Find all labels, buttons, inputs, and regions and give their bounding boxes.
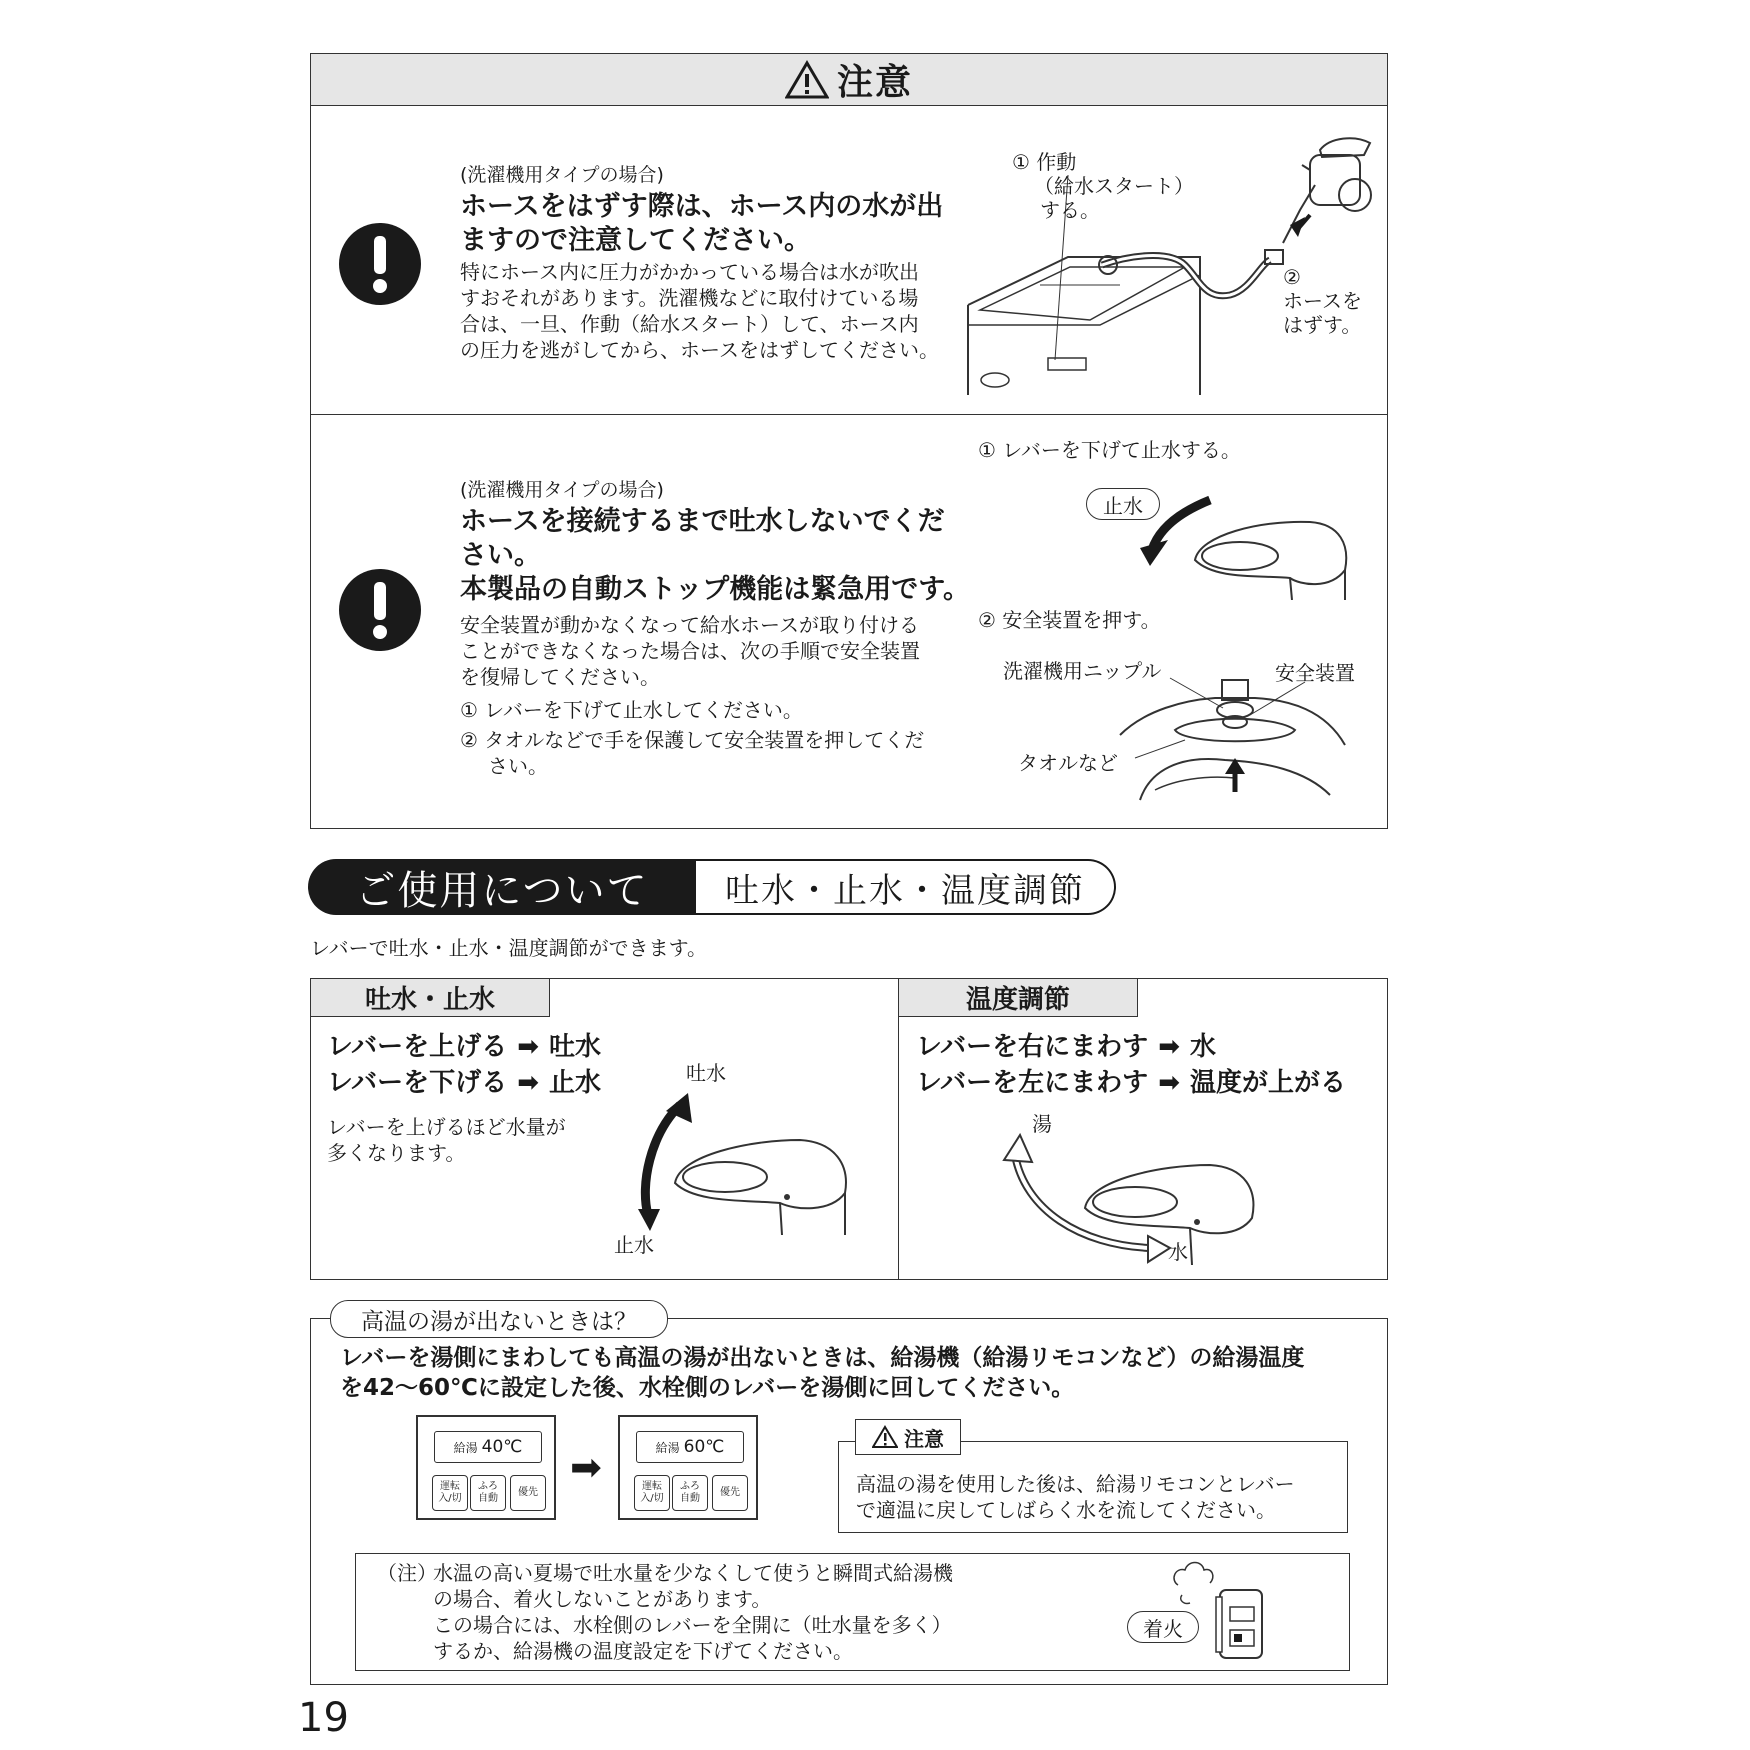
ignition-badge: 着火 [1127, 1611, 1199, 1643]
arrow-right-icon: ➡ [570, 1445, 602, 1489]
usage-subtitle: 吐水・止水・温度調節 [696, 859, 1116, 915]
warning-icon [785, 60, 829, 100]
mandatory-icon [338, 222, 422, 306]
warning-icon [872, 1425, 898, 1449]
hot-caution-tab: 注意 [855, 1419, 961, 1455]
usage-intro: レバーで吐水・止水・温度調節ができます。 [310, 936, 707, 960]
caution-divider [310, 414, 1388, 415]
arrow-right-icon: ➡ [1158, 1068, 1180, 1098]
page-number: 19 [298, 1695, 349, 1741]
bath-auto-button: ふろ 自動 [672, 1475, 708, 1511]
hot-water-tab: 高温の湯が出ないときは？ [330, 1300, 668, 1338]
caution-header [310, 53, 1388, 106]
lever-up-down-illustration [620, 1085, 870, 1235]
remote-screen: 給湯 40℃ [434, 1431, 542, 1463]
item2-note: (洗濯機用タイプの場合) [460, 479, 664, 501]
item2-steps: ① レバーを下げて止水してください。 ② タオルなどで手を保護して安全装置を押してくだ さい。 [460, 698, 925, 778]
usage-title-banner [308, 859, 1118, 915]
temp-fig-hot: 湯 [1032, 1112, 1052, 1136]
item2-body: 安全装置が動かなくなって給水ホースが取り付ける ことができなくなった場合は、次の手順で安全装置 を復帰してください。 [460, 613, 920, 689]
temp-instructions: レバーを右にまわす ➡ 水 レバーを左にまわす ➡ 温度が上がる [916, 1032, 1346, 1098]
remote-screen: 給湯 60℃ [636, 1431, 744, 1463]
temp-fig-cold: 水 [1168, 1240, 1188, 1264]
remote-60 [618, 1415, 758, 1520]
arrow-right-icon: ➡ [517, 1032, 539, 1062]
arrow-right-icon: ➡ [517, 1068, 539, 1098]
lever-rotate-illustration [1000, 1130, 1260, 1270]
item1-fig-step1: ① 作動 （給水スタート） する。 [1012, 150, 1194, 222]
fig-label-safety: 安全装置 [1275, 661, 1355, 685]
item1-body: 特にホース内に圧力がかかっている場合は水が吹出 すおそれがあります。洗濯機などに取付けている場 合は、一旦、作動（給水スタート）して、ホース内 の圧力を逃がしてから、ホースをはずしてください。 [460, 260, 939, 362]
item1-note: (洗濯機用タイプの場合) [460, 164, 664, 186]
note-prefix: （注） [377, 1561, 437, 1585]
flow-instructions: レバーを上げる ➡ 吐水 レバーを下げる ➡ 止水 [327, 1032, 601, 1098]
mandatory-icon [338, 568, 422, 652]
item2-fig-step2: ② 安全装置を押す。 [978, 608, 1161, 632]
temp-tab: 温度調節 [899, 979, 1138, 1017]
stop-water-badge: 止水 [1086, 488, 1160, 520]
caution-title: 注意 [836, 62, 913, 103]
hot-water-text: レバーを湯側にまわしても高温の湯が出ないときは、給湯機（給湯リモコンなど）の給湯温度 を42～60℃に設定した後、水栓側のレバーを湯側に回してください。 [340, 1345, 1305, 1401]
item1-heading: ホースをはずす際は、ホース内の水が出 ますので注意してください。 [460, 191, 944, 256]
flow-tab: 吐水・止水 [311, 979, 550, 1017]
hot-caution-text: 高温の湯を使用した後は、給湯リモコンとレバー で適温に戻してしばらく水を流してください。 [856, 1472, 1295, 1522]
bath-auto-button: ふろ 自動 [470, 1475, 506, 1511]
flow-fig-bottom: 止水 [614, 1233, 654, 1257]
lever-down-illustration [1140, 490, 1360, 600]
flow-fig-top: 吐水 [686, 1061, 726, 1085]
fig-label-nipple: 洗濯機用ニップル [1003, 659, 1162, 683]
flow-note: レバーを上げるほど水量が 多くなります。 [327, 1115, 566, 1165]
note-text: 水温の高い夏場で吐水量を少なくして使うと瞬間式給湯機 の場合、着火しないことがあります。 この場合には、水栓側のレバーを全開に（吐水量を多く） するか、給湯機の温度設定を下げてください。 [433, 1561, 953, 1663]
priority-button: 優先 [712, 1475, 748, 1511]
power-button: 運転 入/切 [634, 1475, 670, 1511]
priority-button: 優先 [510, 1475, 546, 1511]
item2-fig-step1: ① レバーを下げて止水する。 [978, 438, 1241, 462]
item1-fig-step2: ② ホースを はずす。 [1283, 265, 1362, 337]
usage-title: ご使用について [308, 859, 696, 915]
safety-device-illustration [1115, 670, 1355, 805]
item2-heading: ホースを接続するまで吐水しないでくだ さい。 本製品の自動ストップ機能は緊急用です。 [460, 506, 971, 605]
remote-40 [416, 1415, 556, 1520]
water-heater-illustration [1170, 1555, 1270, 1665]
fig-label-towel: タオルなど [1018, 751, 1118, 775]
arrow-right-icon: ➡ [1158, 1032, 1180, 1062]
power-button: 運転 入/切 [432, 1475, 468, 1511]
